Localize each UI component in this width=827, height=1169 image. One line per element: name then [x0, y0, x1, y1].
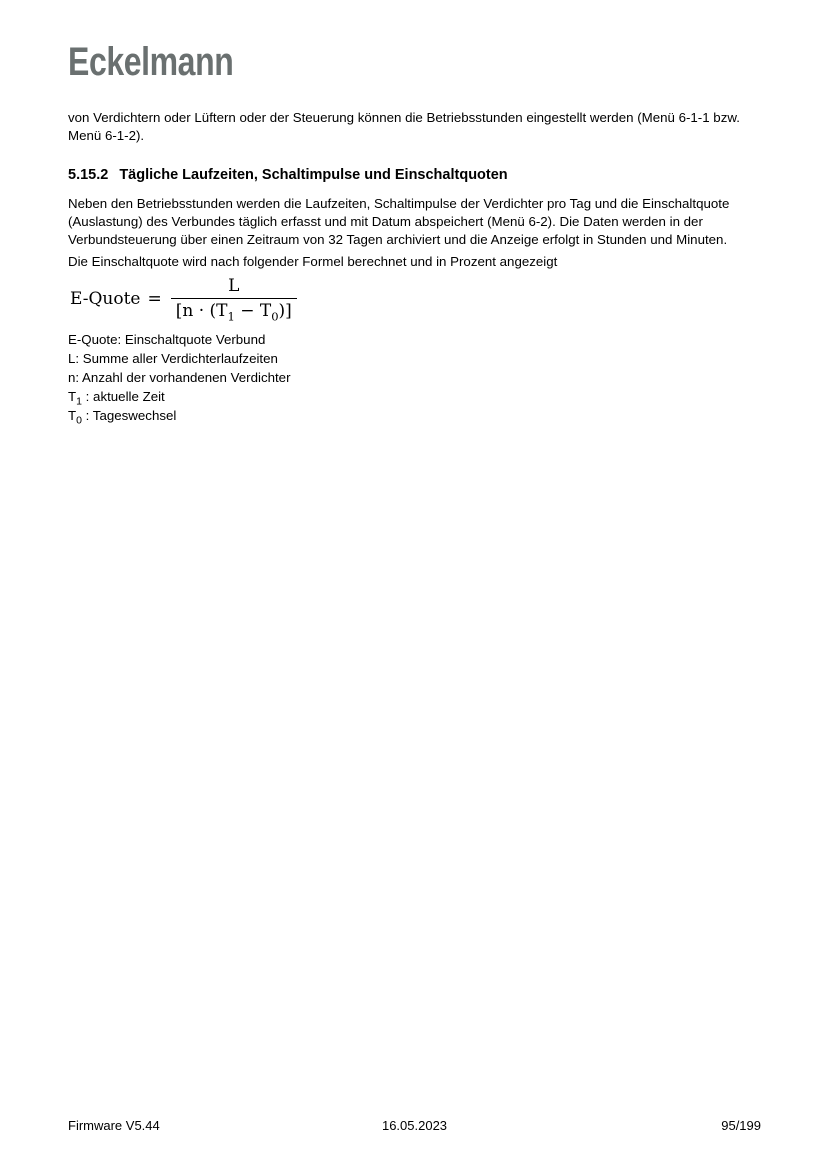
page-footer [68, 1117, 761, 1135]
subscript-0: 0 [271, 309, 279, 324]
eckelmann-logo: Eckelmann [68, 40, 234, 84]
definition-t0 [68, 406, 761, 425]
footer-firmware-version: Firmware V5.44 [68, 1118, 160, 1133]
denominator-minus: − T [234, 301, 272, 321]
formula-lhs: E-Quote [70, 289, 141, 309]
denominator-open: [n · (T [175, 301, 228, 321]
definition-e-quote [68, 330, 761, 349]
definition-subscript: 1 [76, 395, 82, 408]
formula-fraction [171, 276, 297, 324]
subscript-1: 1 [227, 309, 235, 324]
intro-paragraph: von Verdichtern oder Lüftern oder der Steuerung können die Betriebsstunden eingestellt werden (Menü 6-1-1 bzw. Menü 6-1-2). [68, 110, 740, 143]
definition-text-rest: : aktuelle Zeit [81, 389, 165, 404]
formula-equals: = [147, 289, 162, 309]
definition-subscript: 0 [76, 414, 82, 427]
definition-text-rest: : Tageswechsel [81, 408, 177, 423]
definition-n [68, 368, 761, 387]
formula-intro: Die Einschaltquote wird nach folgender Formel berechnet und in Prozent angezeigt [68, 254, 558, 269]
body-paragraph: Neben den Betriebsstunden werden die Laufzeiten, Schaltimpulse der Verdichter pro Tag und die Einschaltquote (Auslastung) des Verbundes täglich erfasst und mit Datum abspeichert (Menü 6-2). Die Daten werden in der Verbundsteuerung über einen Zeitraum von 32 Tagen archiviert und die Anzeige erfolgt in Stunden und Minuten. [68, 196, 730, 247]
section-heading [68, 165, 761, 185]
definition-t1 [68, 387, 761, 406]
definition-text: E-Quote: Einschaltquote Verbund [68, 332, 266, 347]
definition-text: n: Anzahl der vorhandenen Verdichter [68, 370, 291, 385]
denominator-close: )] [278, 301, 292, 321]
definition-l [68, 349, 761, 368]
definition-list [68, 330, 761, 425]
formula-numerator: L [228, 276, 240, 296]
formula-denominator [171, 298, 297, 324]
section-number: 5.15.2 [68, 167, 109, 183]
section-title: Tägliche Laufzeiten, Schaltimpulse und Einschaltquoten [119, 167, 508, 183]
e-quote-formula [70, 276, 297, 324]
footer-page-number: 95/199 [721, 1118, 761, 1133]
definition-text: T [68, 389, 77, 404]
definition-text: T [68, 408, 77, 423]
definition-text: L: Summe aller Verdichterlaufzeiten [68, 351, 278, 366]
footer-date: 16.05.2023 [381, 1118, 448, 1133]
